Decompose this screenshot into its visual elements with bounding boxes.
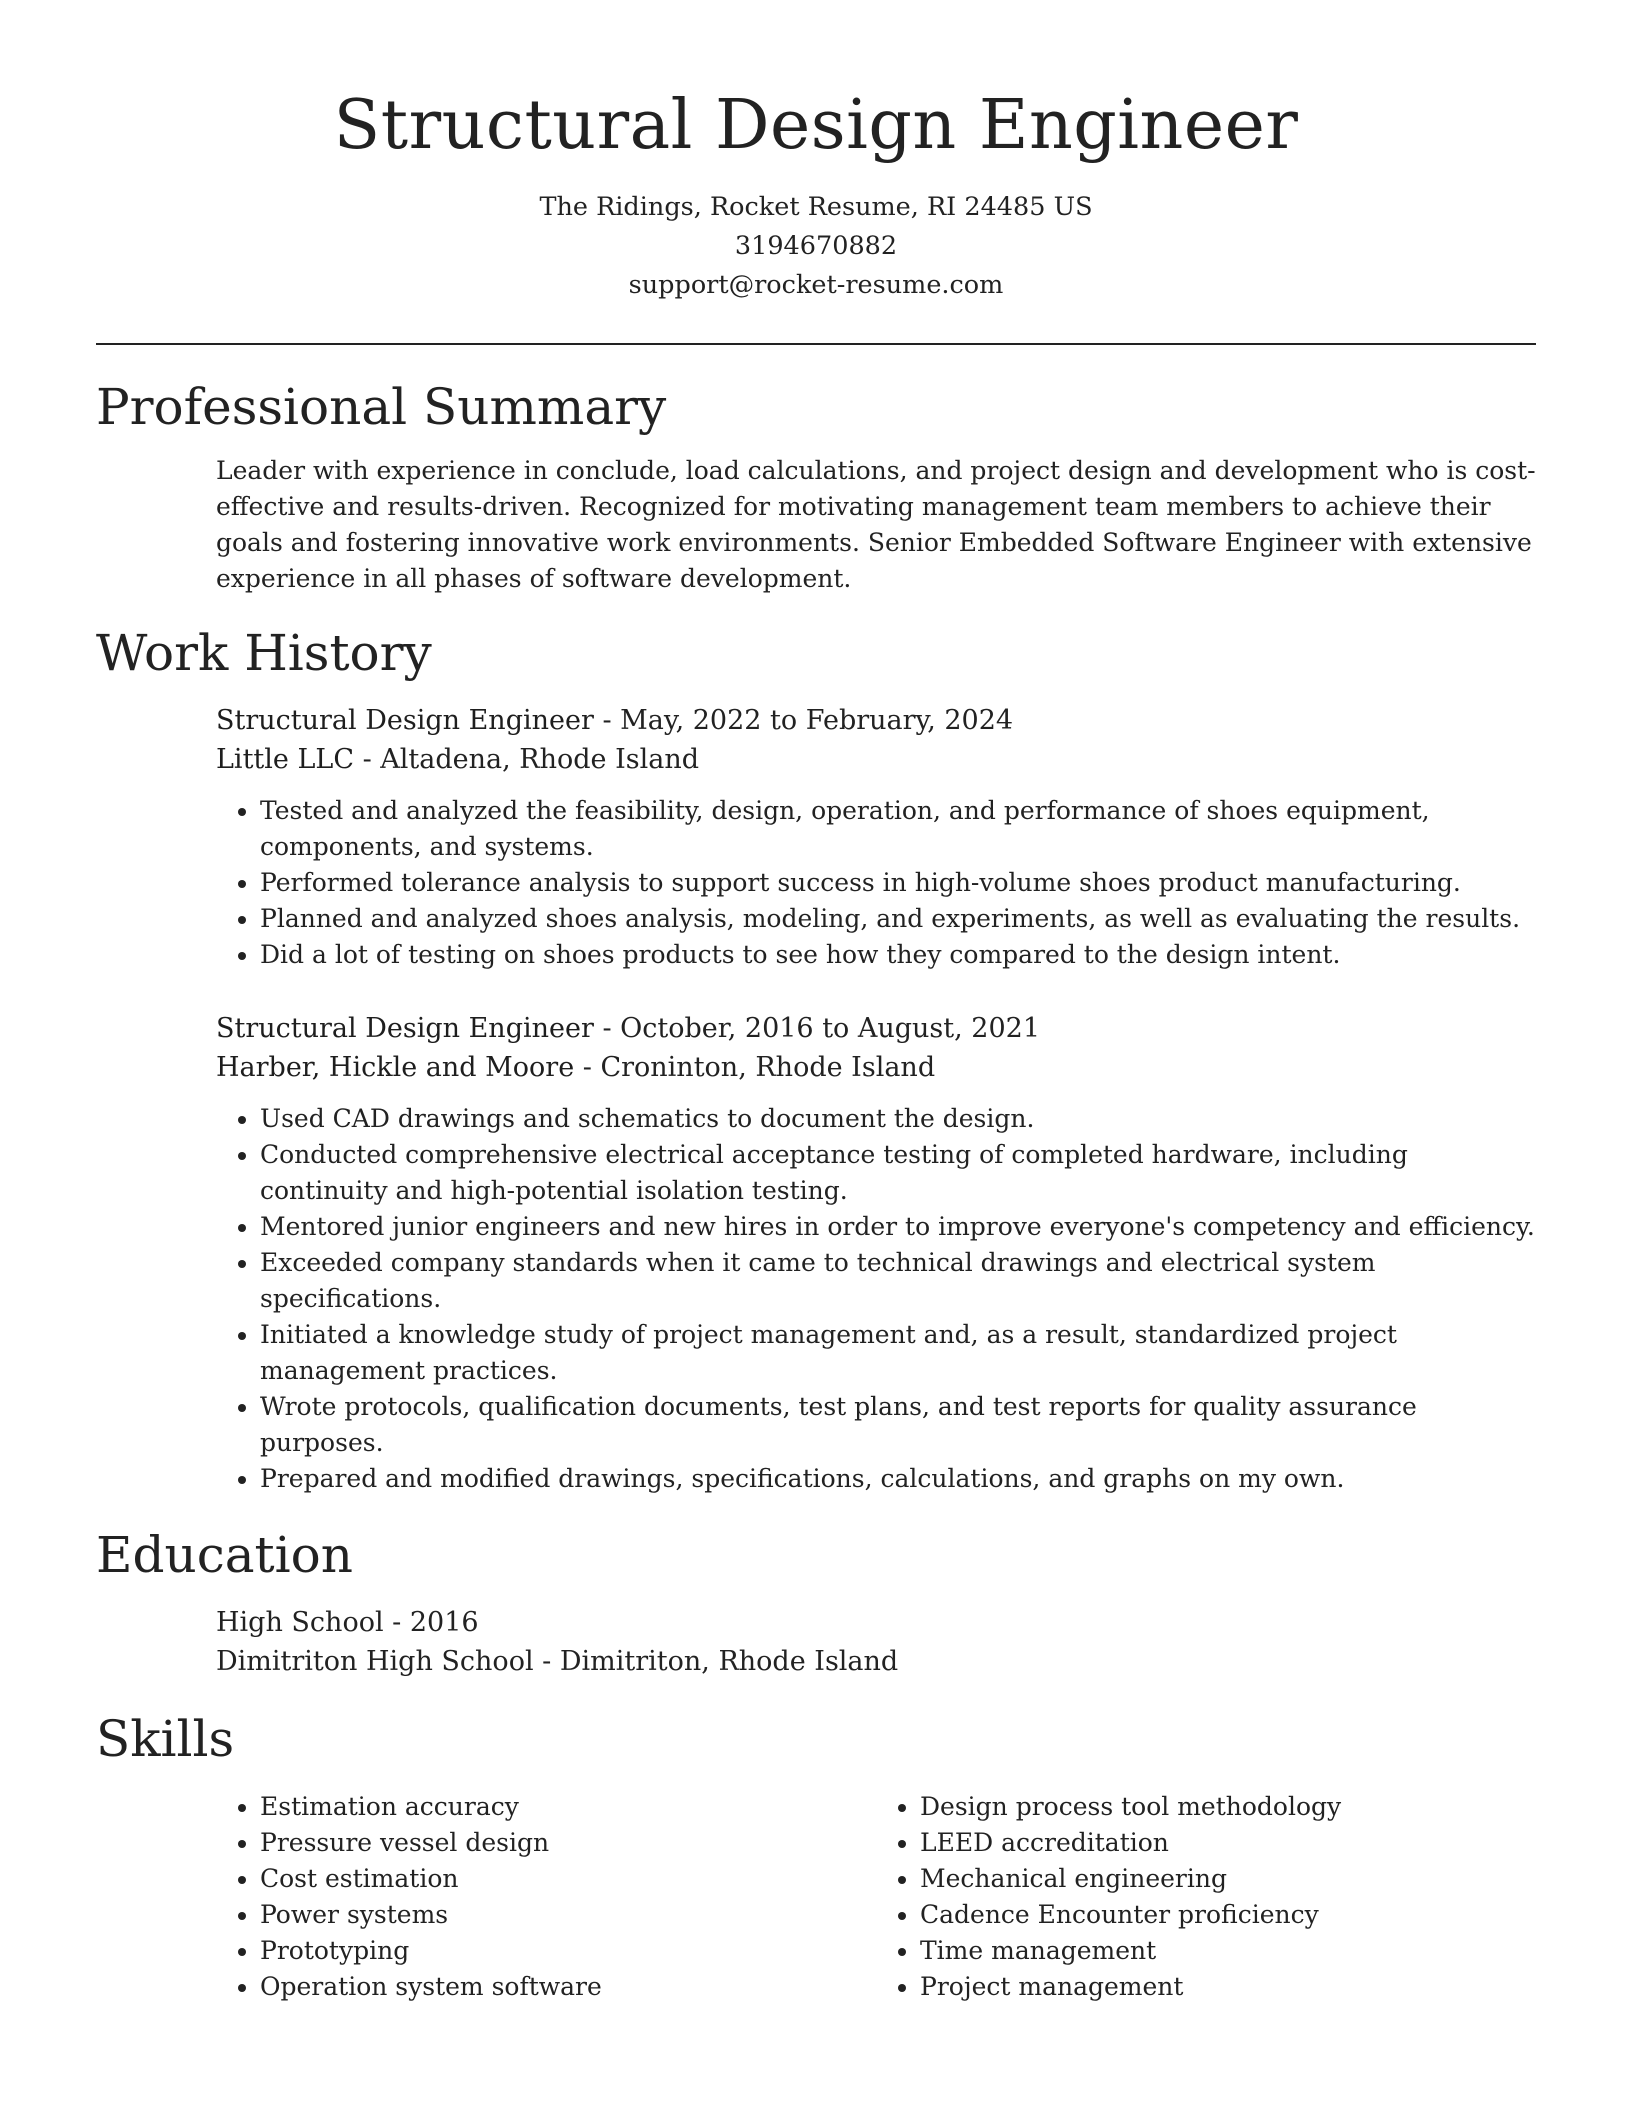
skills-heading: Skills xyxy=(96,1710,235,1768)
contact-phone: 3194670882 xyxy=(734,231,898,261)
job-title-line xyxy=(216,1009,1536,1048)
header-divider xyxy=(96,343,1536,345)
job-bullet: • Planned and analyzed shoes analysis, modeling, and experiments, as well as evaluating the results. xyxy=(260,901,1536,937)
job-dates: - October, 2016 to August, 2021 xyxy=(593,1013,1041,1044)
job-location: - Altadena, Rhode Island xyxy=(353,744,700,775)
education-degree: High School xyxy=(216,1607,384,1638)
job-company: Harber, Hickle and Moore xyxy=(216,1052,575,1083)
job-role: Structural Design Engineer xyxy=(216,705,594,736)
job-bullets xyxy=(216,1101,1536,1497)
skills-list xyxy=(96,1789,1536,2005)
job-bullet: • Prepared and modified drawings, specifications, calculations, and graphs on my own. xyxy=(260,1461,1536,1497)
skill-item: • Operation system software xyxy=(260,1969,876,2005)
resume-name: Structural Design Engineer xyxy=(333,86,1299,165)
job-entry xyxy=(216,701,1536,973)
skill-item: • Power systems xyxy=(260,1897,876,1933)
summary-text: Leader with experience in conclude, load calculations, and project design and development who is cost-effective and results-driven. Recognized for motivating management team members to achieve their goals and fostering innovative work environments. Senior Embedded Software Engineer with extensive experience in all phases of software development. xyxy=(216,456,1536,593)
job-dates: - May, 2022 to February, 2024 xyxy=(593,705,1014,736)
job-location: - Croninton, Rhode Island xyxy=(574,1052,936,1083)
education-location: - Dimitriton, Rhode Island xyxy=(533,1646,899,1677)
skills-column-left xyxy=(216,1789,876,2005)
job-company-line xyxy=(216,740,1536,779)
skill-item: • LEED accreditation xyxy=(920,1825,1536,1861)
job-bullet: • Mentored junior engineers and new hires in order to improve everyone's competency and efficiency. xyxy=(260,1209,1536,1245)
job-bullets xyxy=(216,793,1536,973)
summary-heading: Professional Summary xyxy=(96,378,667,436)
job-bullet: • Initiated a knowledge study of project management and, as a result, standardized project management practices. xyxy=(260,1317,1536,1389)
contact-info xyxy=(96,188,1536,305)
skill-item: • Prototyping xyxy=(260,1933,876,1969)
skill-item: • Time management xyxy=(920,1933,1536,1969)
education-entry xyxy=(96,1603,1536,1681)
education-school: Dimitriton High School xyxy=(216,1646,534,1677)
job-bullet: • Used CAD drawings and schematics to document the design. xyxy=(260,1101,1536,1137)
job-bullet: • Performed tolerance analysis to support success in high-volume shoes product manufacturing. xyxy=(260,865,1536,901)
job-company: Little LLC xyxy=(216,744,354,775)
job-bullet: • Wrote protocols, qualification documents, test plans, and test reports for quality assurance purposes. xyxy=(260,1389,1536,1461)
education-year: - 2016 xyxy=(383,1607,479,1638)
skills-column-right xyxy=(876,1789,1536,2005)
job-bullet: • Conducted comprehensive electrical acceptance testing of completed hardware, including continuity and high-potential isolation testing. xyxy=(260,1137,1536,1209)
job-bullet: • Did a lot of testing on shoes products to see how they compared to the design intent. xyxy=(260,937,1536,973)
education-heading: Education xyxy=(96,1526,353,1584)
job-title-line xyxy=(216,701,1536,740)
skill-item: • Cost estimation xyxy=(260,1861,876,1897)
skill-item: • Project management xyxy=(920,1969,1536,2005)
skill-item: • Design process tool methodology xyxy=(920,1789,1536,1825)
skill-item: • Pressure vessel design xyxy=(260,1825,876,1861)
contact-email: support@rocket-resume.com xyxy=(628,270,1004,300)
job-bullet: • Exceeded company standards when it came to technical drawings and electrical system specifications. xyxy=(260,1245,1536,1317)
job-company-line xyxy=(216,1048,1536,1087)
contact-address: The Ridings, Rocket Resume, RI 24485 US xyxy=(539,192,1093,222)
education-school-line xyxy=(216,1642,1536,1681)
job-bullet: • Tested and analyzed the feasibility, design, operation, and performance of shoes equipment, components, and systems. xyxy=(260,793,1536,865)
job-entry xyxy=(216,1009,1536,1497)
job-role: Structural Design Engineer xyxy=(216,1013,594,1044)
skill-item: • Mechanical engineering xyxy=(920,1861,1536,1897)
education-degree-line xyxy=(216,1603,1536,1642)
skill-item: • Cadence Encounter proficiency xyxy=(920,1897,1536,1933)
work-history-heading: Work History xyxy=(96,624,432,682)
skill-item: • Estimation accuracy xyxy=(260,1789,876,1825)
